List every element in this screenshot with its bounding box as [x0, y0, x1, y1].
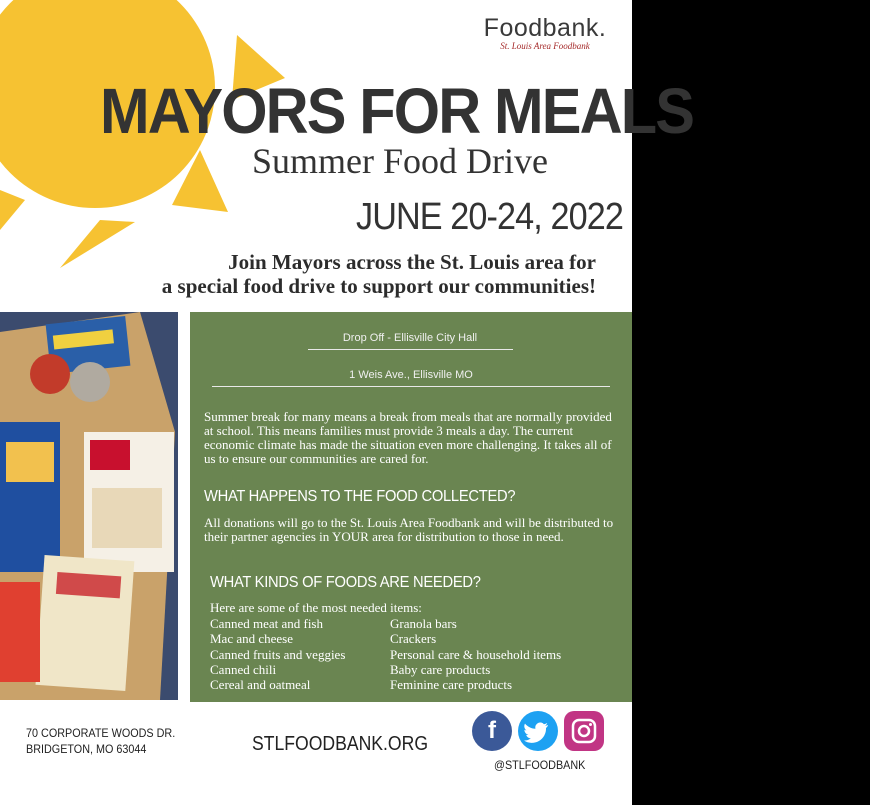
- facebook-icon[interactable]: f: [472, 711, 512, 751]
- social-icons: [472, 711, 606, 753]
- headline-subtitle: Summer Food Drive: [252, 141, 548, 181]
- donations-paragraph: All donations will go to the St. Louis Area Foodbank and will be distributed to their partner agencies in YOUR area for distribution to those in need.: [204, 515, 614, 544]
- needed-items-right: [390, 616, 561, 692]
- address-line-2: BRIDGETON, MO 63044: [26, 742, 147, 756]
- tagline-line-1: Join Mayors across the St. Louis area for: [228, 250, 596, 274]
- tagline: [88, 250, 596, 298]
- website-link[interactable]: STLFOODBANK.ORG: [252, 733, 429, 755]
- instagram-icon[interactable]: [564, 711, 604, 751]
- summer-paragraph: Summer break for many means a break from meals that are normally provided at school. This means families must provide 3 meals a day. The current economic climate has made the situation even more challenging. It takes all of us to ensure our communities are cared for.: [204, 409, 612, 466]
- list-item: Baby care products: [390, 661, 491, 677]
- event-dates: JUNE 20-24, 2022: [356, 196, 623, 238]
- list-item: Canned fruits and veggies: [210, 646, 346, 662]
- social-handle: @STLFOODBANK: [494, 758, 586, 772]
- heading-foods-needed: WHAT KINDS OF FOODS ARE NEEDED?: [210, 574, 481, 591]
- heading-food-collected: WHAT HAPPENS TO THE FOOD COLLECTED?: [204, 488, 516, 505]
- foodbank-logo: [480, 14, 610, 74]
- info-panel: [190, 312, 632, 702]
- headline-title: MAYORS FOR MEALS: [100, 75, 694, 147]
- list-item: Granola bars: [390, 616, 457, 631]
- logo-name: Foodbank.: [483, 14, 607, 42]
- list-item: Mac and cheese: [210, 631, 294, 647]
- food-photo: [0, 312, 178, 700]
- list-item: Feminine care products: [390, 677, 513, 693]
- food-photo-illustration: [0, 312, 178, 700]
- needed-items-left: [210, 616, 345, 692]
- divider: [212, 386, 610, 387]
- list-item: Personal care & household items: [390, 646, 562, 662]
- list-item: Cereal and oatmeal: [210, 677, 311, 693]
- footer-address: [26, 725, 175, 757]
- drop-off-address: 1 Weis Ave., Ellisville MO: [349, 369, 473, 381]
- divider: [308, 349, 513, 350]
- list-item: Canned meat and fish: [210, 616, 323, 631]
- twitter-icon[interactable]: [518, 711, 558, 751]
- list-item: Crackers: [390, 631, 437, 647]
- address-line-1: 70 CORPORATE WOODS DR.: [26, 726, 176, 740]
- list-item: Canned chili: [210, 661, 277, 677]
- logo-subtitle: St. Louis Area Foodbank: [500, 41, 590, 51]
- drop-off-location: Drop Off - Ellisville City Hall: [342, 332, 478, 344]
- tagline-line-2: a special food drive to support our communities!: [161, 274, 596, 298]
- needed-items-intro: Here are some of the most needed items:: [210, 600, 422, 615]
